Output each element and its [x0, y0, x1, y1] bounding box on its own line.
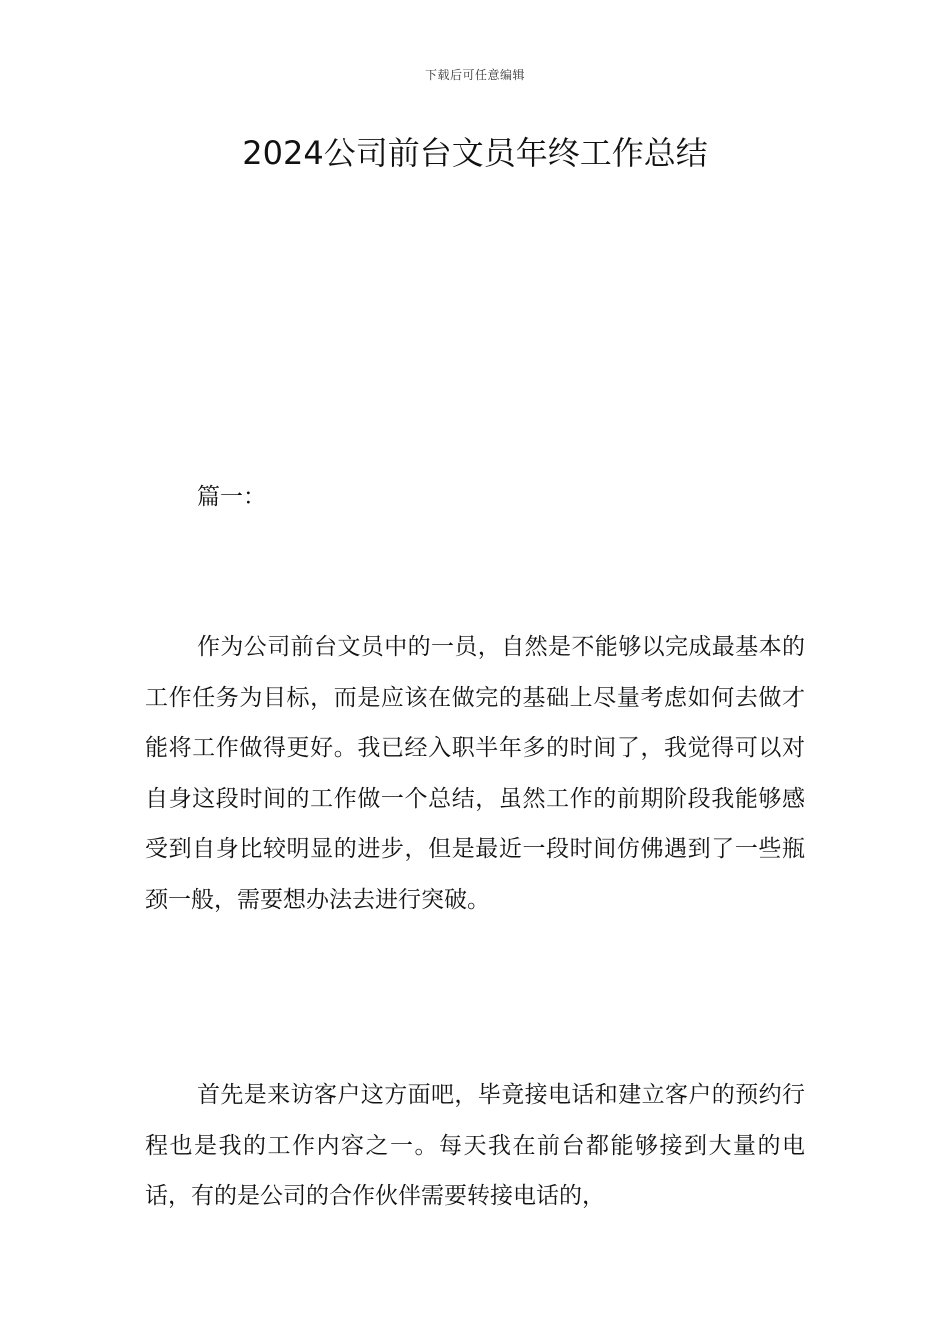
paragraph-2: 首先是来访客户这方面吧，毕竟接电话和建立客户的预约行程也是我的工作内容之一。每天我在前台都能够接到大量的电话，有的是公司的合作伙伴需要转接电话的，	[145, 1082, 805, 1209]
header-note: 下载后可任意编辑	[424, 68, 525, 82]
section-label: 篇一：	[197, 484, 266, 510]
document-title: 2024公司前台文员年终工作总结	[242, 134, 708, 172]
paragraph-1: 作为公司前台文员中的一员，自然是不能够以完成最基本的工作任务为目标，而是应该在做完的基础上尽量考虑如何去做才能将工作做得更好。我已经入职半年多的时间了，我觉得可以对自身这段时间的工作做一个总结，虽然工作的前期阶段我能够感受到自身比较明显的进步，但是最近一段时间仿佛遇到了一些瓶颈一般，需要想办法去进行突破。	[145, 634, 805, 913]
